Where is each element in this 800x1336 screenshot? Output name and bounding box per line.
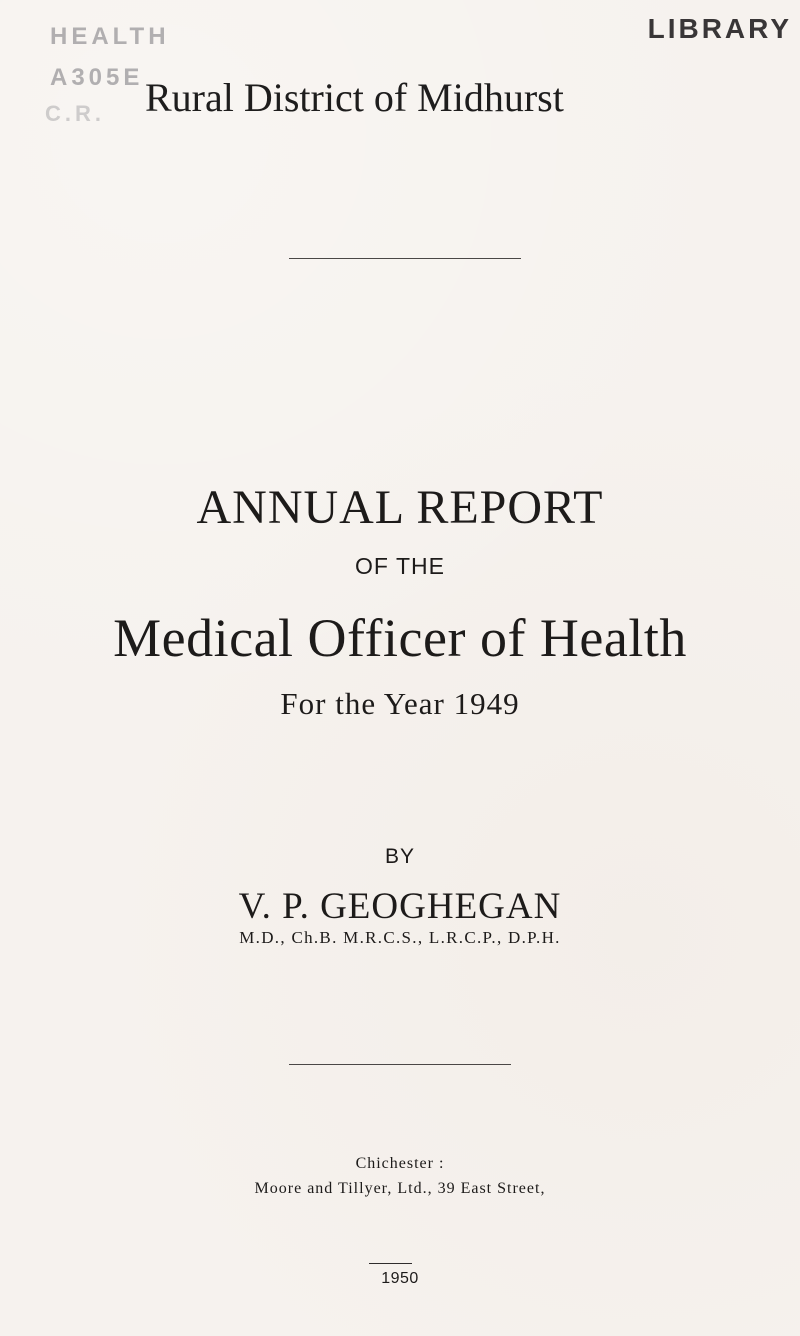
publisher-line: Moore and Tillyer, Ltd., 39 East Street, bbox=[254, 1180, 546, 1197]
stamp-line-1: HEALTH bbox=[50, 23, 170, 50]
subtitle: OF THE bbox=[355, 553, 445, 579]
stamp-line-3: C.R. bbox=[45, 101, 105, 126]
middle-divider bbox=[289, 1064, 511, 1065]
author-name: V. P. GEOGHEGAN bbox=[238, 886, 562, 927]
report-period: For the Year 1949 bbox=[280, 686, 520, 721]
library-label: LIBRARY bbox=[647, 13, 792, 44]
short-divider bbox=[369, 1263, 412, 1264]
main-title: ANNUAL REPORT bbox=[196, 481, 604, 534]
office-title: Medical Officer of Health bbox=[113, 608, 687, 668]
publication-year: 1950 bbox=[381, 1270, 419, 1287]
district-title: Rural District of Midhurst bbox=[145, 75, 564, 120]
publication-city: Chichester : bbox=[355, 1155, 445, 1172]
byline: BY bbox=[384, 845, 415, 868]
author-qualifications: M.D., Ch.B. M.R.C.S., L.R.C.P., D.P.H. bbox=[239, 928, 561, 947]
top-divider bbox=[289, 258, 521, 259]
stamp-line-2: A305E bbox=[50, 64, 144, 91]
